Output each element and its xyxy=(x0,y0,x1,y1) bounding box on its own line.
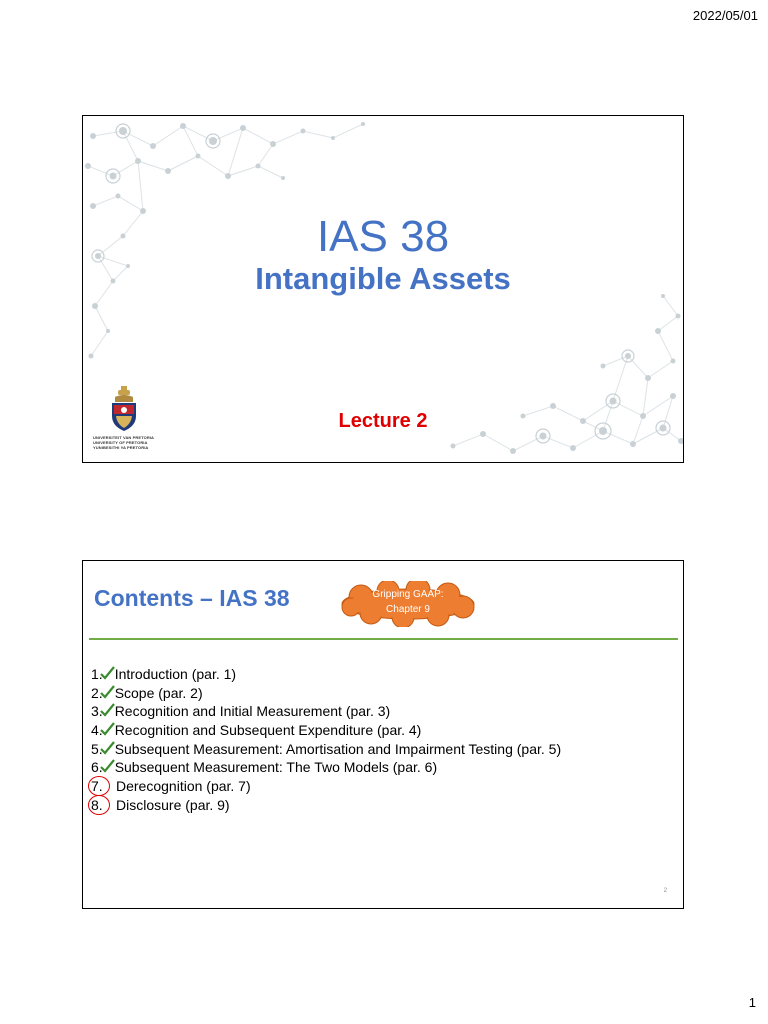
item-number-circled xyxy=(91,796,116,815)
slide-title xyxy=(82,115,684,463)
check-icon xyxy=(99,666,115,680)
cloud-callout-line2: Chapter 9 xyxy=(386,604,430,615)
slide-contents-title: Contents – IAS 38 xyxy=(94,585,290,611)
slide-title-text: IAS 38 xyxy=(316,212,450,261)
item-text: Recognition and Initial Measurement (par. 3) xyxy=(114,703,391,720)
item-number: 8. xyxy=(91,796,103,813)
item-number: 3. xyxy=(91,703,103,720)
slide-contents xyxy=(82,560,684,909)
cloud-callout-text xyxy=(333,587,483,617)
contents-list xyxy=(91,665,561,815)
university-name-line: UNIVERSITEIT VAN PRETORIA xyxy=(93,435,155,440)
check-icon xyxy=(99,759,115,773)
list-item xyxy=(91,665,561,684)
list-item xyxy=(91,796,561,815)
circle-icon xyxy=(88,795,110,815)
slide-number: 2 xyxy=(663,888,667,894)
check-icon xyxy=(99,685,115,699)
university-name-line: YUNIBESITHI YA PRETORIA xyxy=(93,445,149,450)
university-name-line: UNIVERSITY OF PRETORIA xyxy=(93,440,148,445)
item-text: Introduction (par. 1) xyxy=(114,666,237,682)
list-item xyxy=(91,777,561,796)
item-number: 2. xyxy=(91,684,103,701)
check-icon xyxy=(99,722,115,736)
circle-icon xyxy=(88,776,110,796)
item-text: Subsequent Measurement: Amortisation and Impairment Testing (par. 5) xyxy=(114,740,562,757)
list-item xyxy=(91,702,561,721)
list-item xyxy=(91,740,561,759)
university-crest-icon xyxy=(110,386,138,432)
check-icon xyxy=(99,703,115,717)
university-name xyxy=(93,435,173,450)
cloud-callout-line1: Gripping GAAP: xyxy=(372,589,444,600)
item-number: 4. xyxy=(91,722,103,739)
item-text: Scope (par. 2) xyxy=(114,684,203,701)
item-number: 1. xyxy=(91,666,103,682)
item-number: 6. xyxy=(91,759,103,776)
list-item xyxy=(91,721,561,740)
cloud-callout xyxy=(333,581,483,627)
list-item xyxy=(91,758,561,777)
item-number: 5. xyxy=(91,740,103,757)
item-text: Recognition and Subsequent Expenditure (par. 4) xyxy=(114,722,422,739)
check-icon xyxy=(99,741,115,755)
item-number: 7. xyxy=(91,778,103,795)
university-logo xyxy=(93,386,173,450)
slide-subtitle-text: Intangible Assets xyxy=(255,261,511,296)
page-date: 2022/05/01 xyxy=(692,8,758,23)
page-number: 1 xyxy=(748,995,756,1010)
list-item xyxy=(91,684,561,703)
item-text: Subsequent Measurement: The Two Models (par. 6) xyxy=(114,759,438,776)
lecture-label: Lecture 2 xyxy=(338,410,428,432)
item-number-circled xyxy=(91,777,116,796)
item-text: Derecognition (par. 7) xyxy=(116,778,251,795)
item-text: Disclosure (par. 9) xyxy=(116,796,230,813)
title-divider xyxy=(89,638,678,640)
